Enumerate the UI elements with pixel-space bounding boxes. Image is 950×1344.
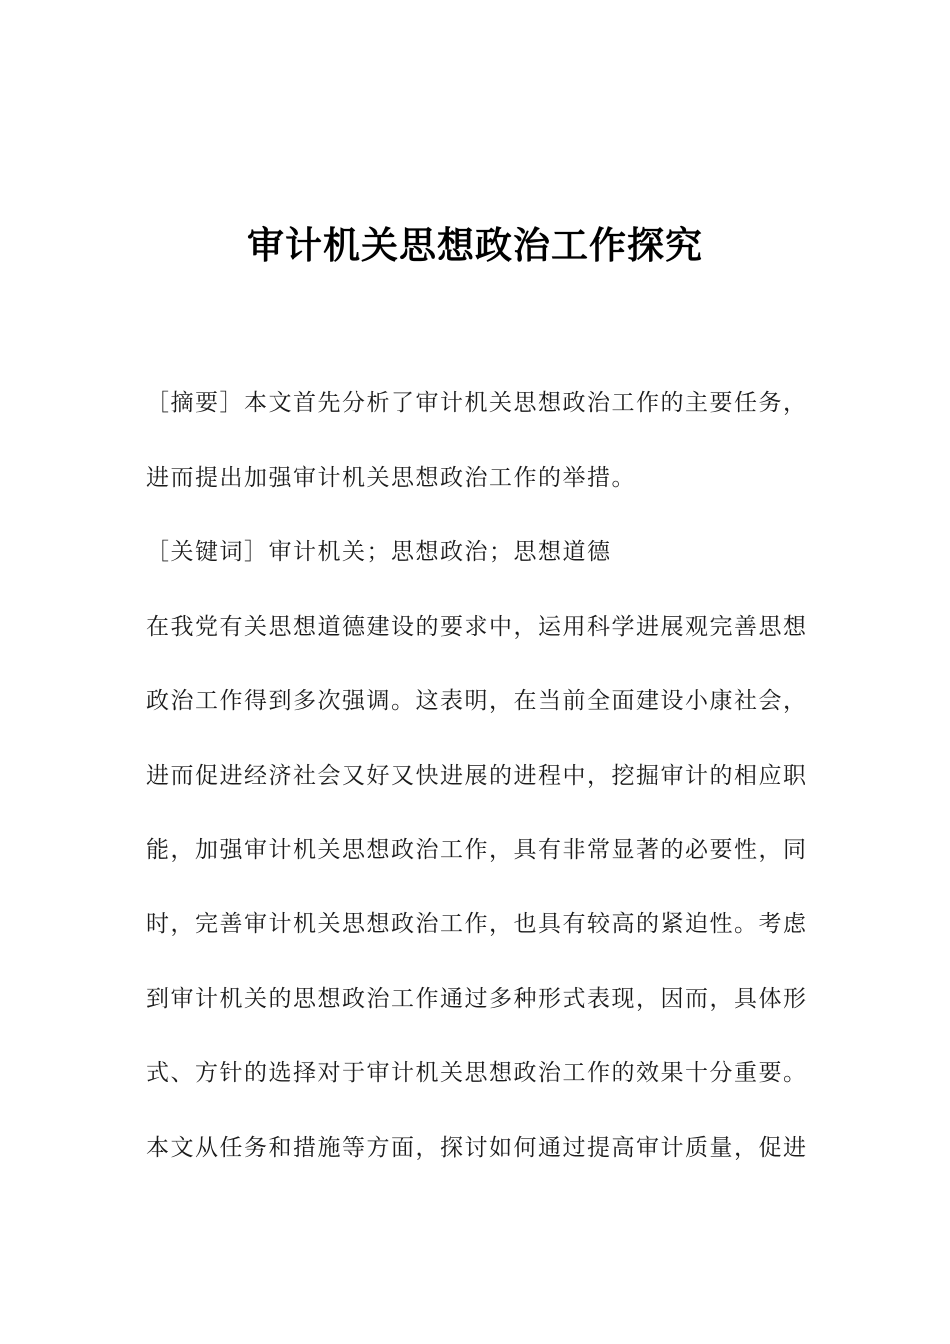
body-line-7: 式、方针的选择对于审计机关思想政治工作的效果十分重要。 [146,1060,808,1086]
abstract-line-2: 进而提出加强审计机关思想政治工作的举措。 [146,465,636,491]
body-line-1: 在我党有关思想道德建设的要求中，运用科学进展观完善思想 [146,614,808,640]
body-line-3: 进而促进经济社会又好又快进展的进程中，挖掘审计的相应职 [146,763,808,789]
keywords-line: ［关键词］审计机关；思想政治；思想道德 [146,539,612,565]
body-line-5: 时，完善审计机关思想政治工作，也具有较高的紧迫性。考虑 [146,911,808,937]
document-title: 审计机关思想政治工作探究 [247,224,703,267]
body-line-4: 能，加强审计机关思想政治工作，具有非常显著的必要性，同 [146,837,808,863]
body-line-2: 政治工作得到多次强调。这表明，在当前全面建设小康社会， [146,688,808,714]
body-line-8: 本文从任务和措施等方面，探讨如何通过提高审计质量，促进 [146,1135,808,1161]
body-line-6: 到审计机关的思想政治工作通过多种形式表现，因而，具体形 [146,986,808,1012]
abstract-line-1: ［摘要］本文首先分析了审计机关思想政治工作的主要任务， [146,390,808,416]
